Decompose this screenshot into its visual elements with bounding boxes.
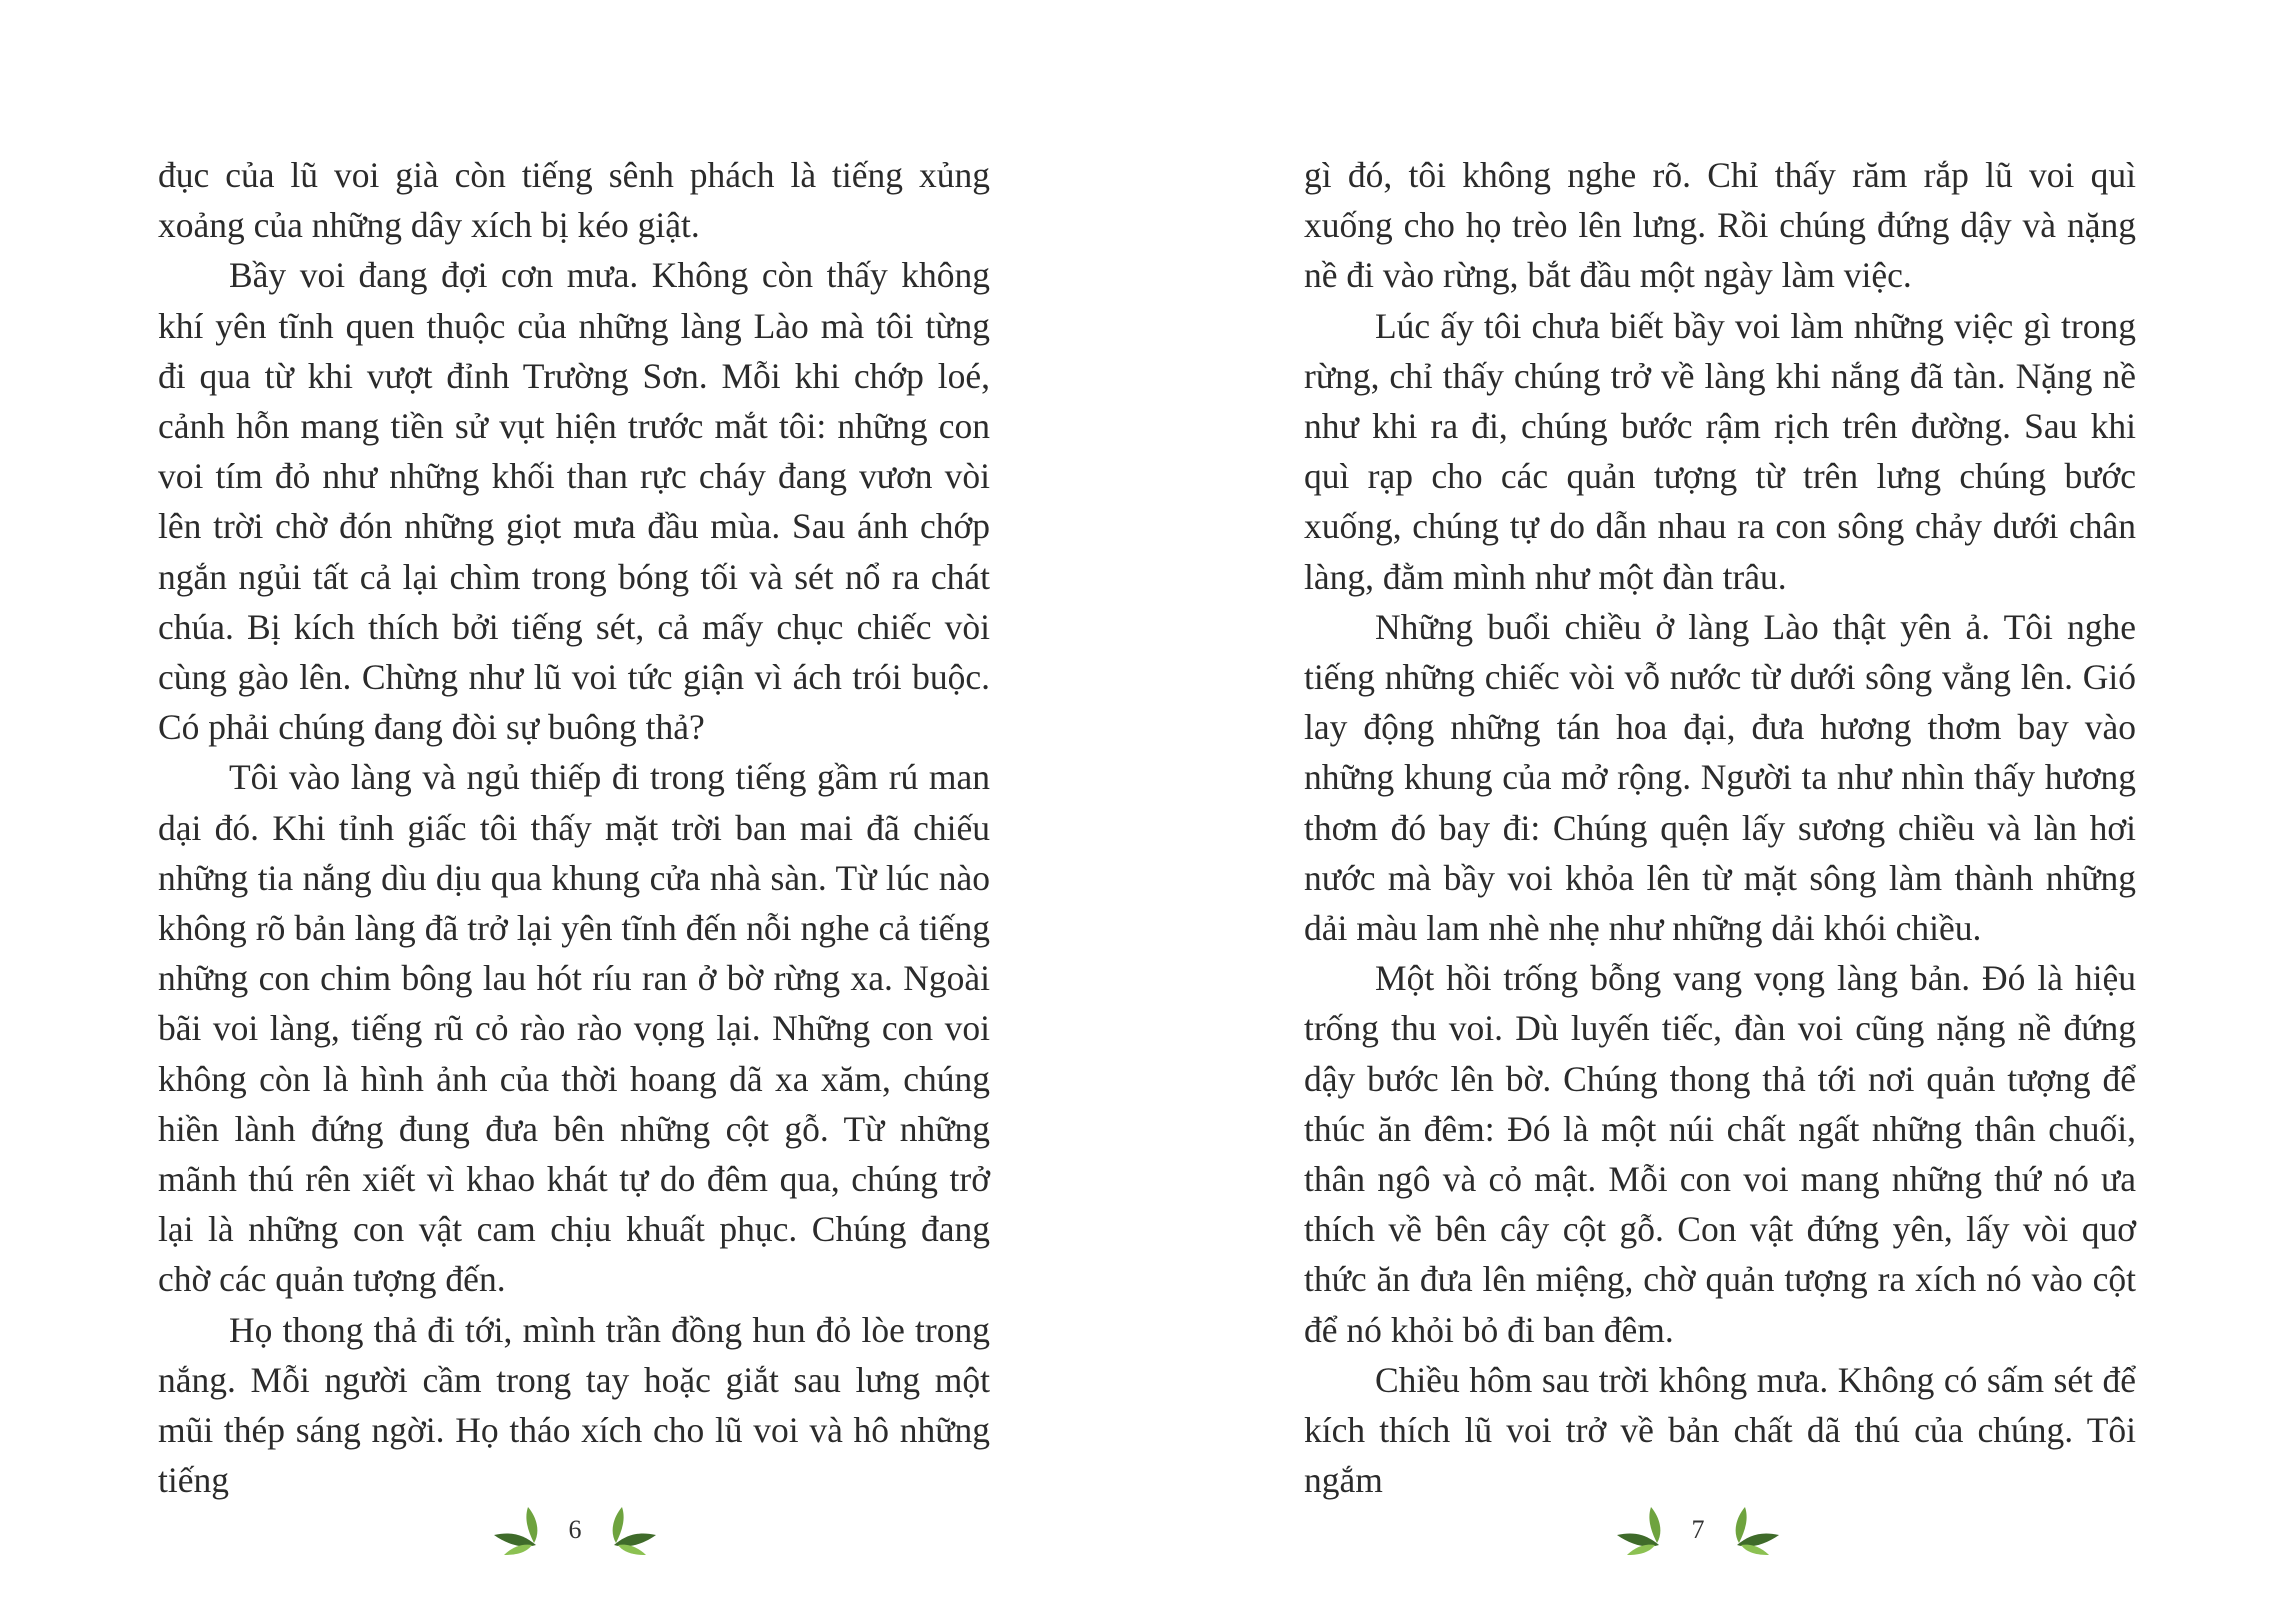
page-footer [1598, 1500, 1798, 1560]
paragraph: Tôi vào làng và ngủ thiếp đi trong tiếng gầm rú man dại đó. Khi tỉnh giấc tôi thấy mặt trời ban mai đã chiếu những tia nắng dìu dịu qua khung cửa nhà sàn. Từ lúc nào không rõ bản làng đã trở lại yên tĩnh đến nỗi nghe cả tiếng những con chim bông lau hót ríu ran ở bờ rừng xa. Ngoài bãi voi làng, tiếng rũ cỏ rào rào vọng lại. Những con voi không còn là hình ảnh của thời hoang dã xa xăm, chúng hiền lành đứng đung đưa bên những cột gỗ. Từ những mãnh thú rên xiết vì khao khát tự do đêm qua, chúng trở lại là những con vật cam chịu khuất phục. Chúng đang chờ các quản tượng đến. [158, 757, 990, 1300]
paragraph: Lúc ấy tôi chưa biết bầy voi làm những việc gì trong rừng, chỉ thấy chúng trở về làng khi nắng đã tàn. Nặng nề như khi ra đi, chúng bước rậm rịch trên đường. Sau khi quì rạp cho các quản tượng từ trên lưng chúng bước xuống, chúng tự do dẫn nhau ra con sông chảy dưới chân làng, đằm mình như một đàn trâu. [1304, 305, 2136, 597]
paragraph: Một hồi trống bỗng vang vọng làng bản. Đó là hiệu trống thu voi. Dù luyến tiếc, đàn voi cũng nặng nề đứng dậy bước lên bờ. Chúng thong thả tới nơi quản tượng để thúc ăn đêm: Đó là một núi chất ngất những thân chuối, thân ngô và cỏ mật. Mỗi con voi mang những thứ nó ưa thích về bên cây cột gỗ. Con vật đứng yên, lấy vòi quơ thức ăn đưa lên miệng, chờ quản tượng ra xích nó vào cột để nó khỏi bỏ đi ban đêm. [1304, 958, 2136, 1350]
paragraph: Những buổi chiều ở làng Lào thật yên ả. Tôi nghe tiếng những chiếc vòi vỗ nước từ dưới sông vẳng lên. Gió lay động những tán hoa đại, đưa hương thơm bay vào những khung của mở rộng. Người ta như nhìn thấy hương thơm đó bay đi: Chúng quện lấy sương chiều và làn hơi nước mà bầy voi khỏa lên từ mặt sông làm thành những dải màu lam nhè nhẹ như những dải khói chiều. [1304, 606, 2136, 949]
leaf-icon [1607, 1505, 1663, 1555]
paragraph: đục của lũ voi già còn tiếng sênh phách là tiếng xủng xoảng của những dây xích bị kéo giật. [158, 155, 990, 246]
leaf-icon [484, 1505, 540, 1555]
paragraph: gì đó, tôi không nghe rõ. Chỉ thấy răm rắp lũ voi quì xuống cho họ trèo lên lưng. Rồi chúng đứng dậy và nặng nề đi vào rừng, bắt đầu một ngày làm việc. [1304, 155, 2136, 296]
left-page-text [158, 150, 990, 1505]
page-footer [475, 1500, 675, 1560]
paragraph: Họ thong thả đi tới, mình trần đồng hun đỏ lòe trong nắng. Mỗi người cầm trong tay hoặc giắt sau lưng một mũi thép sáng ngời. Họ tháo xích cho lũ voi và hô những tiếng [158, 1309, 990, 1501]
page-number: 6 [568, 1515, 582, 1544]
paragraph: Bầy voi đang đợi cơn mưa. Không còn thấy không khí yên tĩnh quen thuộc của những làng Lào mà tôi từng đi qua từ khi vượt đỉnh Trường Sơn. Mỗi khi chớp loé, cảnh hỗn mang tiền sử vụt hiện trước mắt tôi: những con voi tím đỏ như những khối than rực cháy đang vươn vòi lên trời chờ đón những giọt mưa đầu mùa. Sau ánh chớp ngắn ngủi tất cả lại chìm trong bóng tối và sét nổ ra chát chúa. Bị kích thích bởi tiếng sét, cả mấy chục chiếc vòi cùng gào lên. Chừng như lũ voi tức giận vì ách trói buộc. Có phải chúng đang đòi sự buông thả? [158, 255, 990, 748]
paragraph: Chiều hôm sau trời không mưa. Không có sấm sét để kích thích lũ voi trở về bản chất dã thú của chúng. Tôi ngắm [1304, 1359, 2136, 1501]
page-number: 7 [1691, 1515, 1705, 1544]
leaf-icon [1733, 1505, 1789, 1555]
right-page [1142, 0, 2284, 1615]
right-page-text [1304, 150, 2136, 1505]
leaf-icon [610, 1505, 666, 1555]
